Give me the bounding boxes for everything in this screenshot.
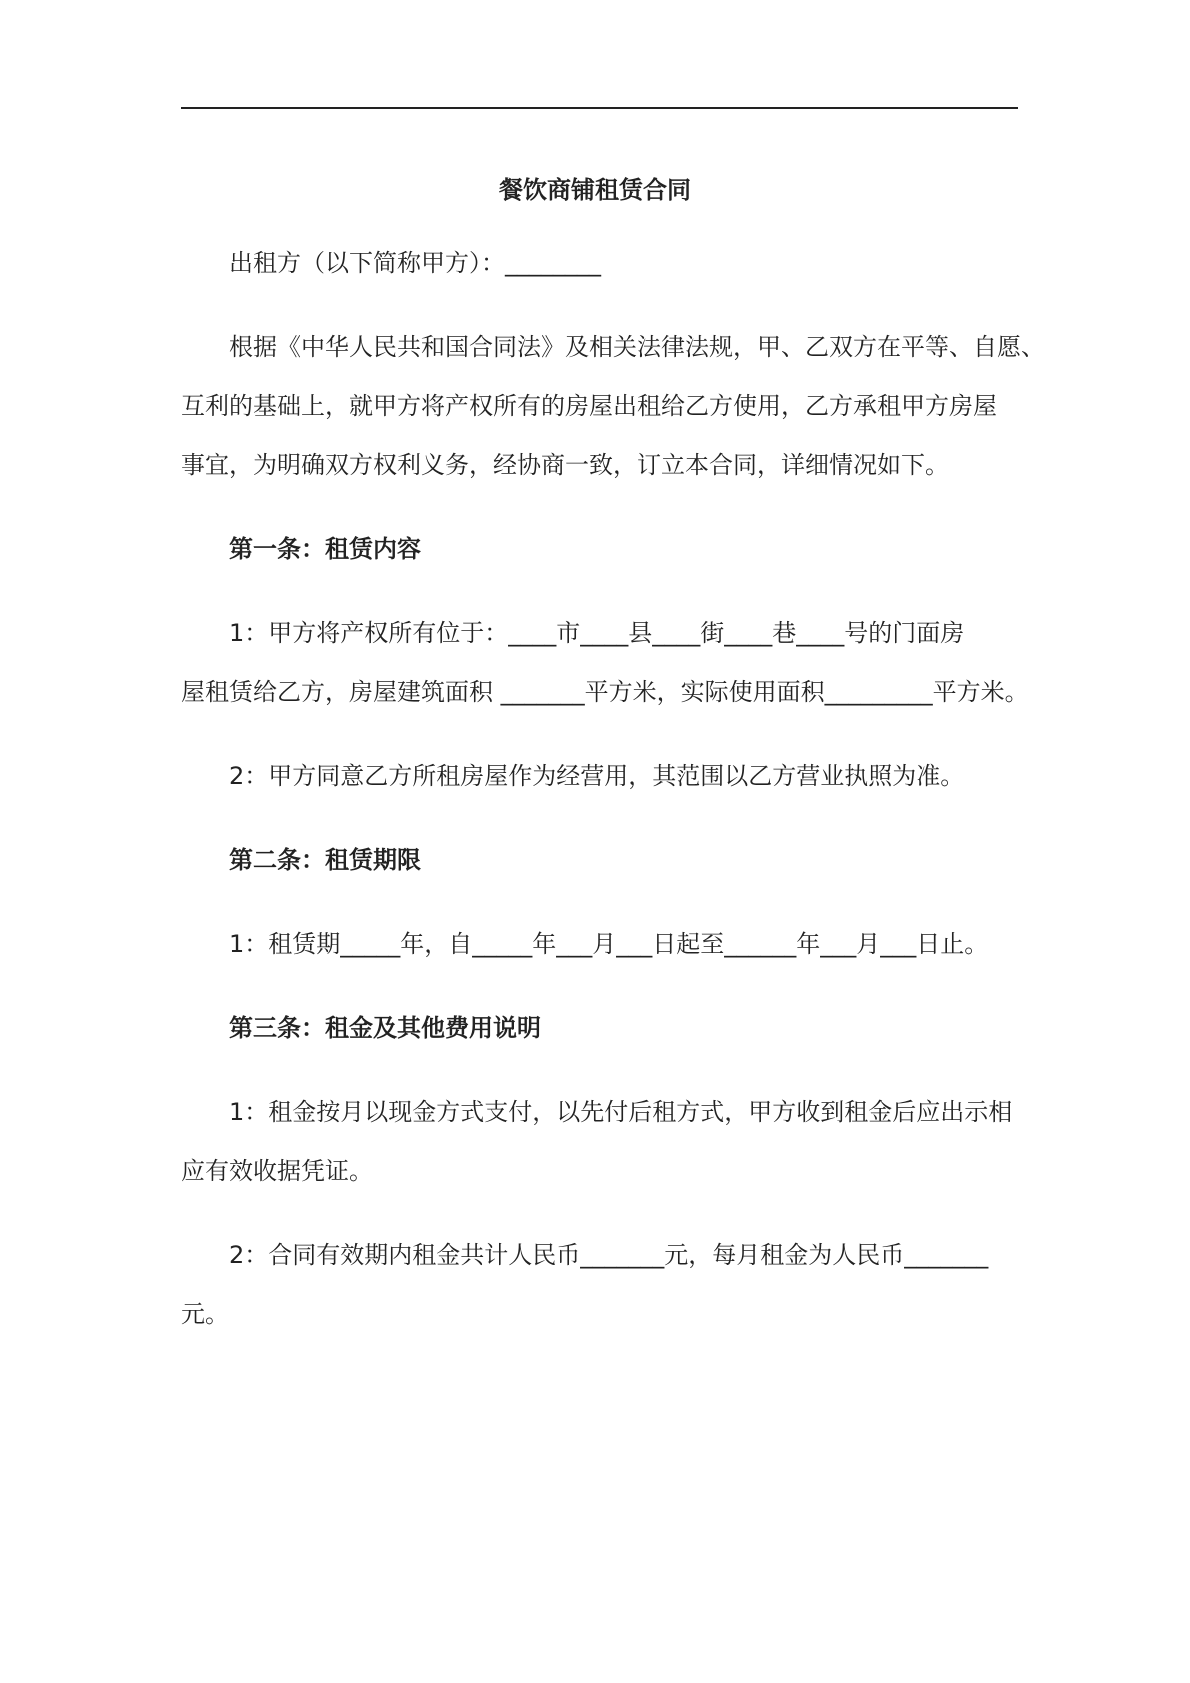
article-3-clause-2-line-1: 2：合同有效期内租金共计人民币_______元，每月租金为人民币_______ <box>229 1241 989 1269</box>
article-3-heading: 第三条：租金及其他费用说明 <box>229 1014 541 1042</box>
article-1-heading: 第一条：租赁内容 <box>229 535 421 563</box>
article-2-clause-1: 1：租赁期_____年，自_____年___月___日起至______年___月___日止。 <box>229 930 989 958</box>
article-1-clause-1-line-2: 屋租赁给乙方，房屋建筑面积 _______平方米，实际使用面积_________平方米。 <box>181 678 1029 706</box>
intro-line-3: 事宜，为明确双方权利义务，经协商一致，订立本合同，详细情况如下。 <box>181 451 949 479</box>
intro-line-2: 互利的基础上，就甲方将产权所有的房屋出租给乙方使用，乙方承租甲方房屋 <box>181 392 997 420</box>
header-rule <box>181 107 1018 109</box>
article-3-clause-1-line-1: 1：租金按月以现金方式支付，以先付后租方式，甲方收到租金后应出示相 <box>229 1098 1013 1126</box>
article-3-clause-1-line-2: 应有效收据凭证。 <box>181 1157 373 1185</box>
article-1-clause-2: 2：甲方同意乙方所租房屋作为经营用，其范围以乙方营业执照为准。 <box>229 762 965 790</box>
lessor-line: 出租方（以下简称甲方）：________ <box>229 249 601 277</box>
document-title: 餐饮商铺租赁合同 <box>499 176 691 204</box>
article-1-clause-1-line-1: 1：甲方将产权所有位于：____市____县____街____巷____号的门面房 <box>229 619 965 647</box>
intro-line-1: 根据《中华人民共和国合同法》及相关法律法规，甲、乙双方在平等、自愿、 <box>229 333 1045 361</box>
article-2-heading: 第二条：租赁期限 <box>229 846 421 874</box>
article-3-clause-2-line-2: 元。 <box>181 1300 229 1328</box>
